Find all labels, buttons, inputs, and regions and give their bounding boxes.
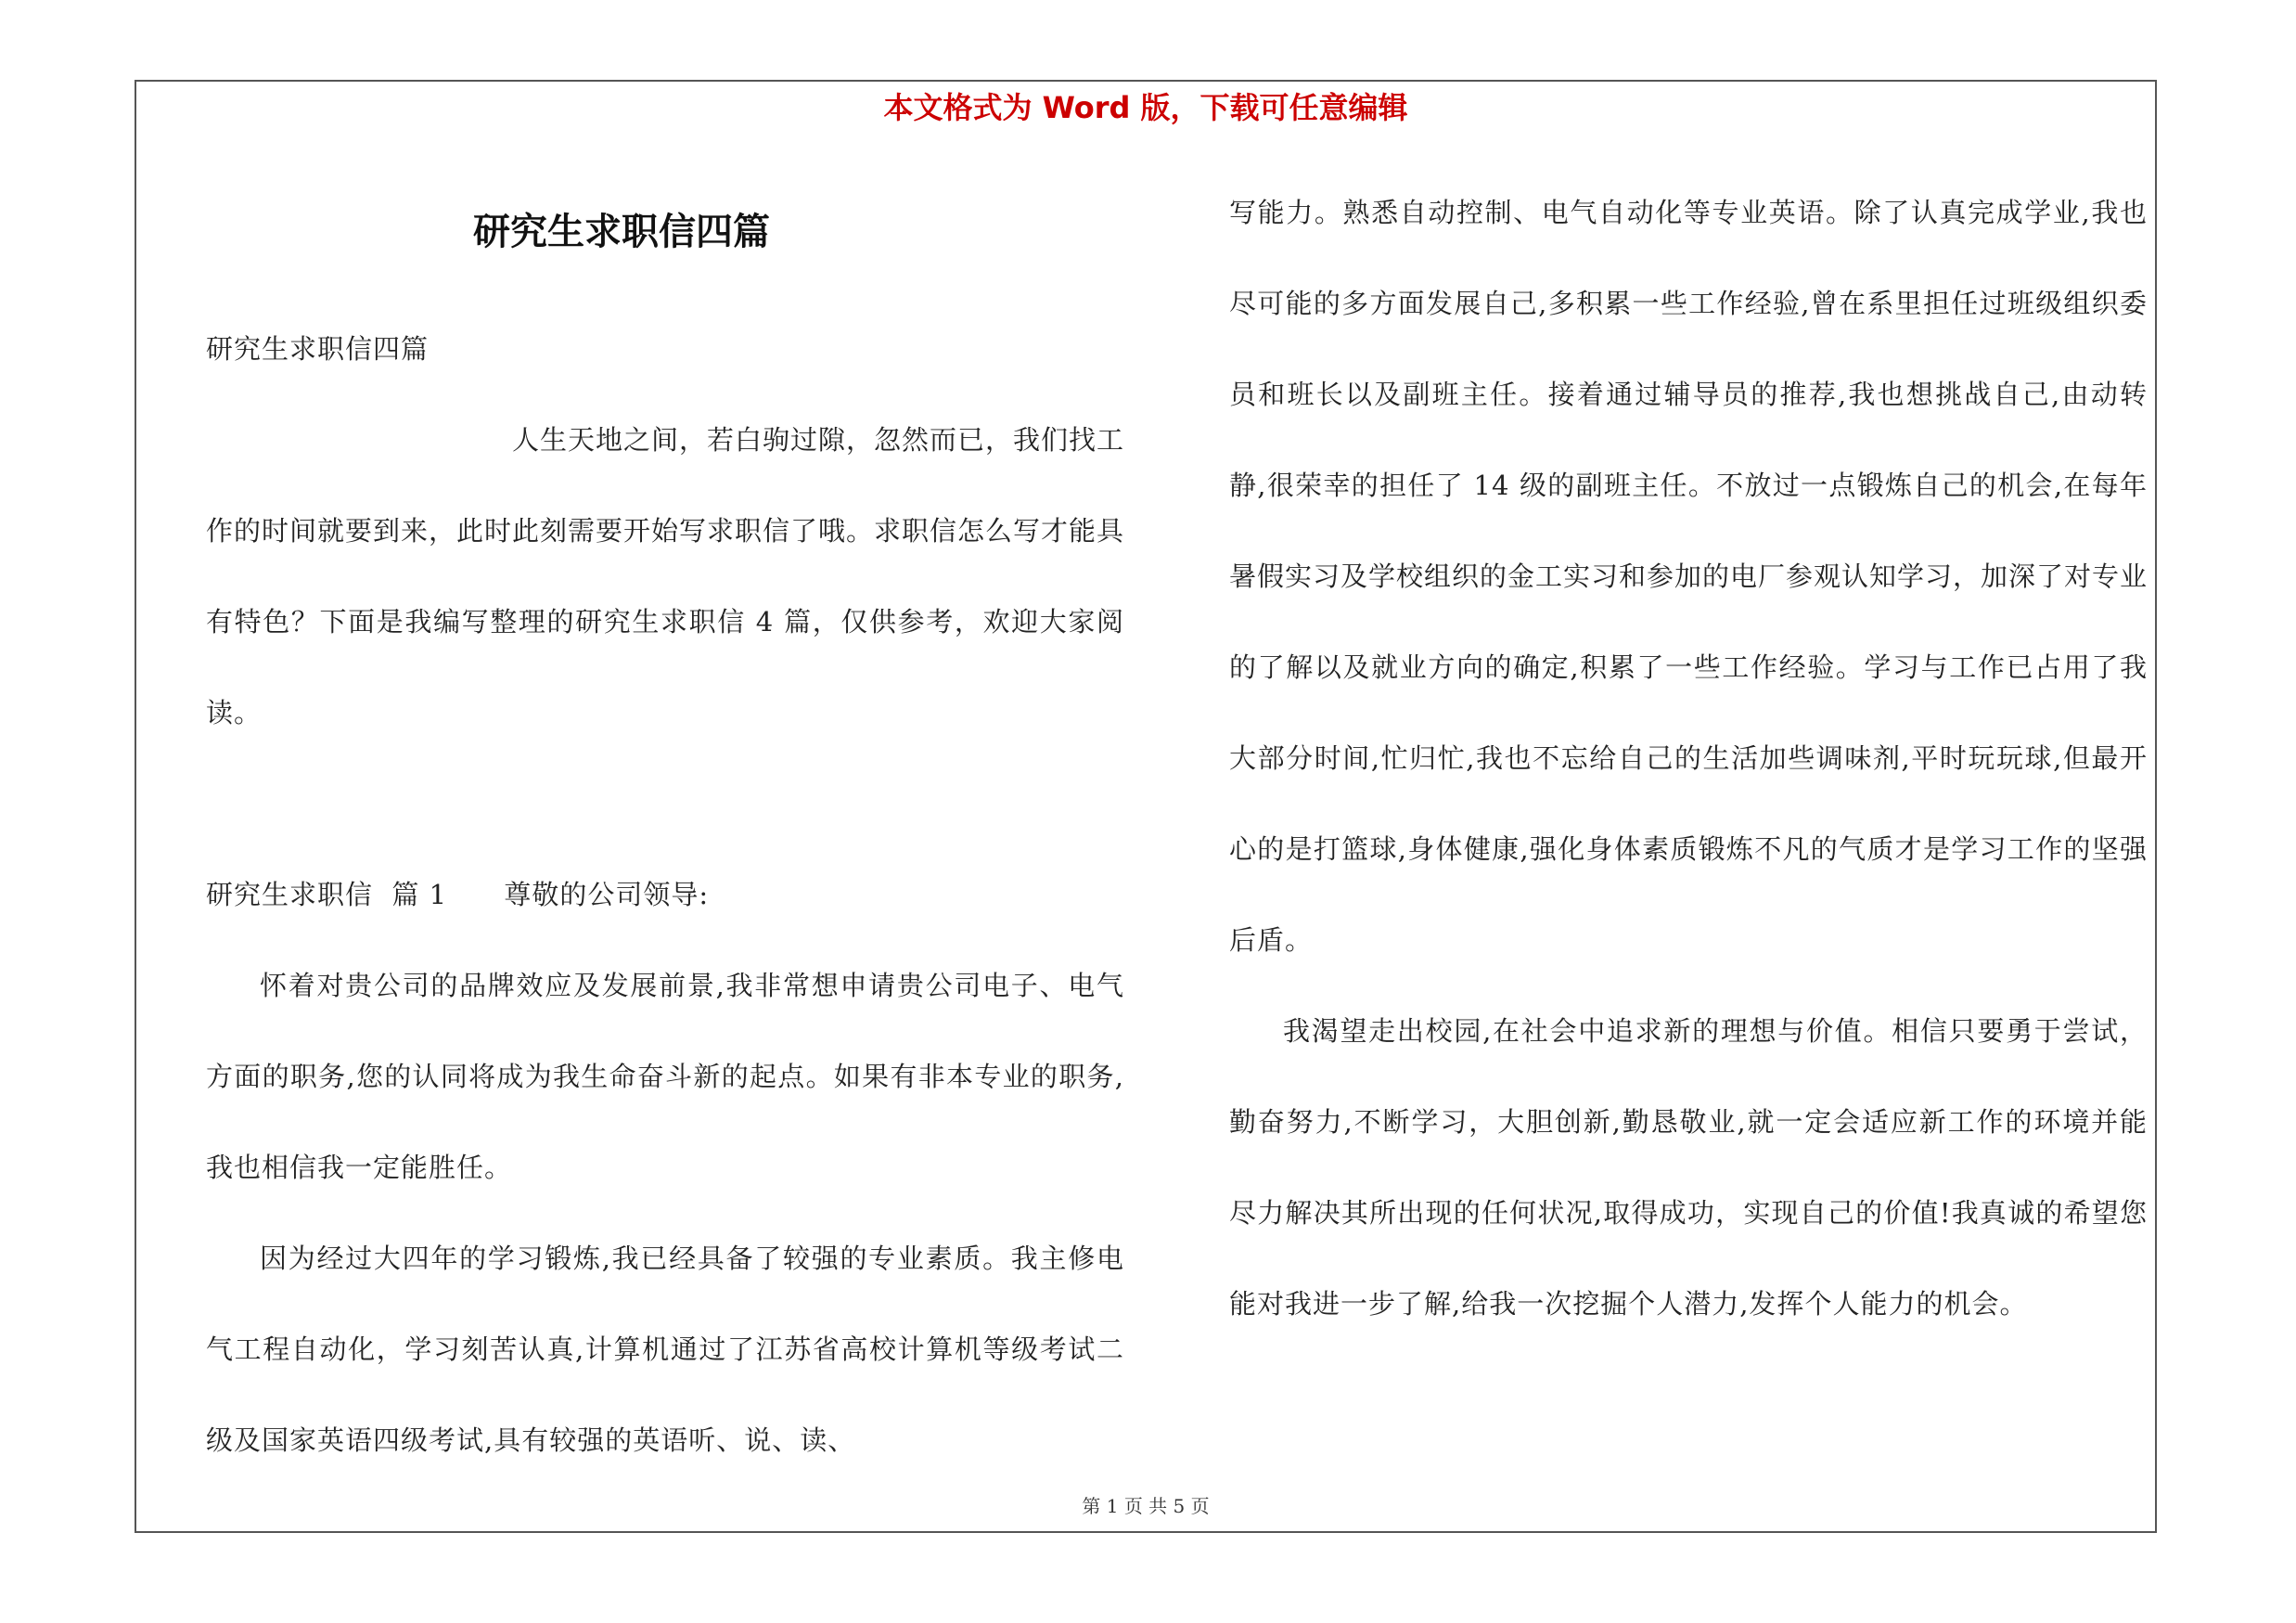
section-heading-letter-1: 研究生求职信 篇 1 尊敬的公司领导: [206, 879, 710, 910]
intro-paragraph: 人生天地之间，若白驹过隙，忽然而已，我们找工作的时间就要到来，此时此刻需要开始写求职信了哦。求职信怎么写才能具有特色？下面是我编写整理的研究生求职信 4 篇，仅供参考，欢迎大家阅读。 [206, 424, 1125, 728]
letter-paragraph-2: 因为经过大四年的学习锻炼,我已经具备了较强的专业素质。我主修电气工程自动化，学习刻苦认真,计算机通过了江苏省高校计算机等级考试二级及国家英语四级考试,具有较强的英语听、说、读、 [206, 1243, 1124, 1456]
page-number-footer: 第 1 页 共 5 页 [1082, 1495, 1210, 1517]
left-column [206, 303, 1124, 1486]
right-column [1229, 167, 2148, 1349]
letter-paragraph-2-continued: 写能力。熟悉自动控制、电气自动化等专业英语。除了认真完成学业,我也尽可能的多方面发展自己,多积累一些工作经验,曾在系里担任过班级组织委员和班长以及副班主任。接着通过辅导员的推荐,我也想挑战自己,由动转静,很荣幸的担任了 14 级的副班主任。不放过一点锻炼自己的机会,在每年暑假实习及学校组织的金工实习和参加的电厂参观认知学习，加深了对专业的了解以及就业方向的确定,积累了一些工作经验。学习与工作已占用了我大部分时间,忙归忙,我也不忘给自己的生活加些调味剂,平时玩玩球,但最开心的是打篮球,身体健康,强化身体素质锻炼不凡的气质才是学习工作的坚强后盾。 [1229, 197, 2148, 956]
letter-paragraph-3: 我渴望走出校园,在社会中追求新的理想与价值。相信只要勇于尝试，勤奋努力,不断学习，大胆创新,勤恳敬业,就一定会适应新工作的环境并能尽力解决其所出现的任何状况,取得成功，实现自己的价值!我真诚的希望您能对我进一步了解,给我一次挖掘个人潜力,发挥个人能力的机会。 [1229, 1015, 2148, 1320]
document-title: 研究生求职信四篇 [473, 211, 770, 253]
letter-paragraph-1: 怀着对贵公司的品牌效应及发展前景,我非常想申请贵公司电子、电气方面的职务,您的认同将成为我生命奋斗新的起点。如果有非本专业的职务,我也相信我一定能胜任。 [206, 970, 1124, 1183]
document-subtitle: 研究生求职信四篇 [206, 333, 430, 365]
paragraph-spacer [206, 758, 1124, 849]
word-format-banner: 本文格式为 Word 版，下载可任意编辑 [883, 90, 1408, 125]
